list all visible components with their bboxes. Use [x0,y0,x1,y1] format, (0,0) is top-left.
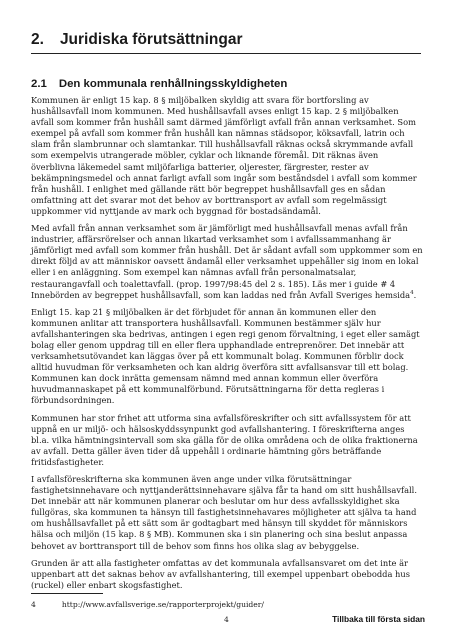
section-heading [31,31,421,54]
footnote-divider [31,593,103,594]
paragraph-6: Grunden är att alla fastigheter omfattas av det kommunala avfallsansvaret om det inte är uppenbart att det saknas behov av avfallshantering, till exempel uppenbart obebodda hus (ruckel) eller enbart skogsfastighet. [31,557,410,590]
paragraph-4: Kommunen har stor frihet att utforma sina avfallsföreskrifter och sitt avfallssystem för att uppnå en ur miljö- och hälsoskyddssynpunkt god avfallshantering. I föreskrifterna anges bl.a. vilka hämtningsintervall som ska gälla för de olika områdena och de olika fraktionerna av avfall. Detta gäller även tider då uppehåll i ordinarie hämtning görs beträffande fritidsfastigheter. [31,412,418,467]
paragraph-5: I avfallsföreskrifterna ska kommunen även ange under vilka förutsättningar fastighetsinnehavare och nyttjanderättsinnehavare själva får ta hand om sitt hushållsavfall. Det innebär att när kommunen planerar och beslutar om hur dess avfallsskyldighet ska fullgöras, ska kommunen ta hänsyn till fastighetsinnehavares möjligheter att själva ta hand om hushållsavfallet på ett sätt som är godtagbart med hänsyn till skyddet för människors hälsa och miljön (15 kap. 8 § MB). Kommunen ska i sin planering och sina beslut anpassa behovet av borttransport till de behov som finns hos olika slag av bebyggelse. [31,474,417,551]
footnote [31,600,264,609]
section-title: Juridiska förutsättningar [59,31,243,48]
paragraph-1: Kommunen är enligt 15 kap. 8 § miljöbalken skyldig att svara för bortforsling av hushållsavfall inom kommunen. Med hushållsavfall avses enligt 15 kap. 2 § miljöbalken avfall som kommer från hushåll samt därmed jämförligt avfall från annan verksamhet. Som exempel på avfall som kommer från hushåll kan nämnas städsopor, köksavfall, latrin och slam från slambrunnar och slamtankar. Till hushållsavfall räknas också skrymmande avfall som exempelvis utrangerade möbler, cyklar och liknande föremål. Dit räknas även överblivna läkemedel samt miljöfarliga batterier, oljerester, färgrester, rester av bekämpningsmedel och annat farligt avfall som ingår som beståndsdel i avfall som kommer från hushåll. I enlighet med gällande rätt bör begreppet hushållsavfall ges en sådan omfattning att det svarar mot det behov av borttransport av avfall som regelmässigt uppkommer vid nyttjande av mark och byggnad för bostadsändamål. [31,95,417,216]
subsection-number: 2.1 [31,78,47,90]
body-text [31,95,423,597]
footnote-number: 4 [31,600,36,609]
subsection-title: Den kommunala renhållningsskyldigheten [58,78,288,90]
footnote-url[interactable]: http://www.avfallsverige.se/rapporterprojekt/guider/ [61,600,264,609]
subsection-heading [31,78,287,90]
section-number: 2. [31,31,44,48]
footnote-ref[interactable]: 4 [410,289,414,296]
paragraph-3: Enligt 15. kap 21 § miljöbalken är det förbjudet för annan än kommunen eller den kommunen anlitar att transportera hushållsavfall. Kommunen bestämmer själv hur avfallshanteringen ska bedrivas, antingen i egen regi genom förvaltning, i eget eller samägt bolag eller genom uppdrag till en eller flera upphandlade entreprenörer. Det innebär att verksamhetsutövandet kan läggas över på ett kommunalt bolag. Kommunen förblir dock alltid huvudman för verksamheten och kan aldrig överföra sitt avfallsansvar till ett bolag. Kommunen kan dock inrätta gemensam nämnd med annan kommun eller överföra huvudmannaskapet på ett kommunalförbund. Förutsättningarna för detta regleras i förbundsordningen. [31,306,420,406]
back-to-first-page-link[interactable]: Tillbaka till första sidan [332,614,425,624]
page-number: 4 [224,615,229,624]
paragraph-2: Med avfall från annan verksamhet som är jämförligt med hushållsavfall menas avfall från industrier, affärsrörelser och annan likartad verksamhet som i avfallssammanhang är jämförligt med avfall som kommer från hushåll. Det är sådant avfall som uppkommer som en direkt följd av att människor oavsett ändamål eller verksamhet uppehåller sig inom en lokal eller i en anläggning. Som exempel kan nämnas avfall från personalmatsalar, restaurangavfall och toalettavfall. (prop. 1997/98:45 del 2 s. 185). Läs mer i guide # 4 Innebörden av begreppet hushållsavfall, som kan laddas ned från Avfall Sveriges hemsida$^4$. [31,223,423,300]
